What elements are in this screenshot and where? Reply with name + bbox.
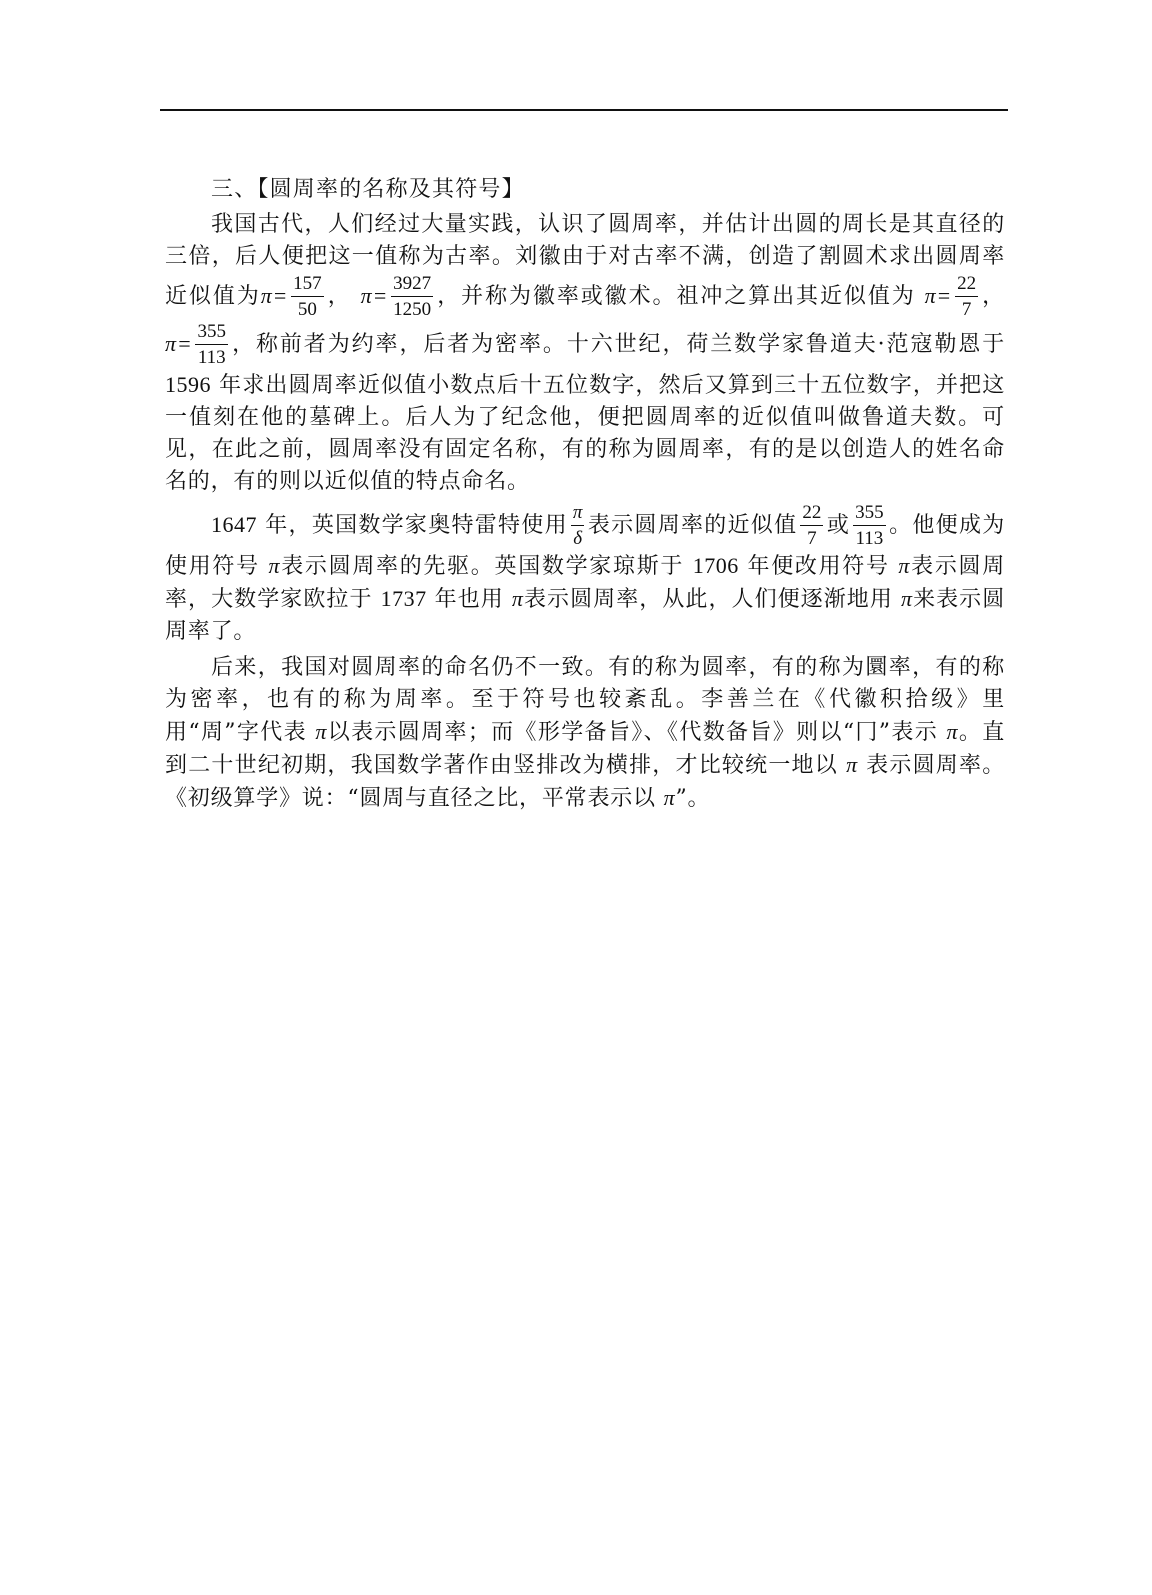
pi-eq-4: π= [165, 331, 193, 356]
p1-text-a: 我国古代，人们经过大量实践，认识了圆周率，并估计出圆的周长是其直径的三倍，后人便把这一值称为古率。刘徽由于对古率不满，创造了割圆术求出圆周率近似值为 [165, 212, 1005, 309]
p2-or: 或 [826, 513, 851, 538]
p3-text-b: 以表示圆周率；而《形学备旨》、《代数备旨》则以“冂”表示 [327, 720, 939, 745]
pi-symbol: π [900, 586, 913, 611]
frac-denominator: 1250 [393, 299, 432, 320]
pi-symbol: π [315, 719, 328, 744]
frac-numerator: 22 [955, 273, 978, 297]
fraction-22-7-b [800, 502, 823, 550]
p2-text-g: 年也用 [434, 587, 504, 612]
year-1737: 1737 [380, 586, 427, 611]
frac-numerator: 355 [195, 321, 228, 345]
p1-text-c: ，称前者为约率，后者为密率。十六世纪，荷兰数学家鲁道夫·范寇勒恩于 [230, 332, 1005, 357]
frac-numerator: 355 [853, 502, 886, 526]
pi-symbol: π [898, 553, 911, 578]
year-1647: 1647 [211, 512, 257, 537]
p3-text-a: 后来，我国对圆周率的命名仍不一致。有的称为圆率，有的称为圜率，有的称为密率，也有的称为周率。至于符号也较紊乱。李善兰在《代徽积拾级》里用“周”字代表 [165, 655, 1005, 745]
p2-text-f: 表示圆周率，大数学家欧拉于 [165, 554, 1006, 612]
pi-symbol: π [511, 586, 524, 611]
header-rule [160, 109, 1008, 111]
fraction-157-50 [291, 273, 324, 321]
p3-text-d: 表示圆周率。《初级算学》说：“圆周与直径之比，平常表示以 [165, 753, 1005, 811]
p1-sep-1: ， [326, 284, 352, 309]
p2-text-h: 表示圆周率，从此，人们便逐渐地用 [523, 587, 893, 612]
pi-symbol: π [663, 785, 676, 810]
paragraph-2 [165, 502, 1005, 648]
year-1596: 1596 [165, 372, 211, 397]
p3-text-c: 。直到二十世纪初期，我国数学著作由竖排改为横排，才比较统一地以 [165, 720, 1005, 778]
paragraph-3 [165, 652, 1005, 815]
paragraph-1 [165, 209, 1005, 498]
section-heading: 三、【圆周率的名称及其符号】 [211, 177, 525, 202]
p1-sep-2: ， [981, 284, 1005, 309]
frac-denominator: 7 [961, 299, 972, 320]
document-body [165, 173, 1005, 815]
frac-denominator: 113 [197, 347, 226, 368]
p2-text-i: 来表示圆周率了。 [165, 587, 1006, 644]
p2-text-e: 年便改用符号 [747, 554, 890, 579]
pi-eq-3: π= [924, 283, 953, 308]
pi-symbol: π [846, 752, 858, 777]
frac-numerator: 157 [291, 273, 324, 297]
fraction-3927-1250 [391, 273, 433, 321]
fraction-pi-delta [571, 502, 585, 550]
p1-text-b: ，并称为徽率或徽术。祖冲之算出其近似值为 [436, 284, 916, 309]
frac-numerator: π [571, 502, 585, 526]
pi-eq-2: π= [360, 283, 389, 308]
frac-numerator: 22 [800, 502, 823, 526]
frac-denominator: 7 [807, 528, 817, 549]
year-1706: 1706 [692, 553, 739, 578]
p2-text-d: 表示圆周率的先驱。英国数学家琼斯于 [280, 554, 685, 579]
p2-text-a: 年，英国数学家奥特雷特使用 [265, 513, 568, 538]
p1-text-d: 年求出圆周率近似值小数点后十五位数字，然后又算到三十五位数字，并把这一值刻在他的墓碑上。后人为了纪念他，便把圆周率的近似值叫做鲁道夫数。可见，在此之前，圆周率没有固定名称，有的称为圆周率，有的是以创造人的姓名命名的，有的则以近似值的特点命名。 [165, 373, 1006, 494]
frac-denominator: 50 [297, 299, 317, 320]
fraction-22-7 [955, 273, 978, 321]
fraction-355-113 [195, 321, 228, 369]
p2-text-b: 表示圆周率的近似值 [587, 513, 798, 538]
frac-denominator: 113 [855, 528, 884, 549]
frac-numerator: 3927 [391, 273, 433, 297]
fraction-355-113-b [853, 502, 886, 550]
p2-text-c: 。他便成为使用符号 [165, 513, 1006, 579]
frac-denominator: δ [573, 528, 583, 549]
p3-text-e: ”。 [675, 786, 711, 811]
pi-eq-1: π= [260, 283, 289, 308]
pi-symbol: π [268, 553, 281, 578]
pi-symbol: π [946, 719, 959, 744]
